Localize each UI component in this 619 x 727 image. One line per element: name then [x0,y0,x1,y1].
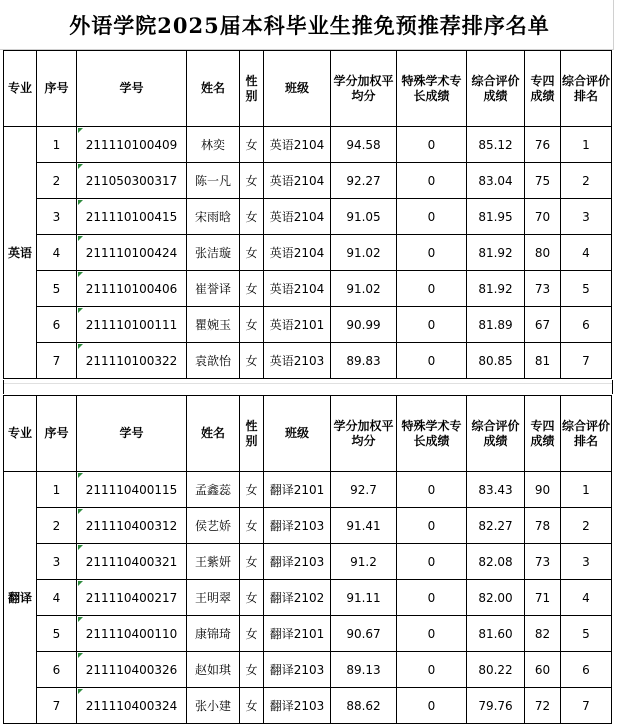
cell-name: 袁歆怡 [187,343,240,379]
cell-cet: 71 [525,580,561,616]
cell-sid: 211110100322 [77,343,187,379]
cell-composite: 81.89 [467,307,525,343]
cell-sid: 211110400312 [77,508,187,544]
cell-name: 宋雨晗 [187,199,240,235]
ranking-table-1 [3,395,612,724]
cell-name: 崔誉译 [187,271,240,307]
cell-rank: 5 [561,271,612,307]
cell-sid: 211110400324 [77,688,187,724]
cell-gpa: 90.67 [331,616,397,652]
cell-name: 王紫妍 [187,544,240,580]
cell-seq: 2 [37,163,77,199]
header-composite: 综合评价成绩 [467,51,525,127]
cell-composite: 82.00 [467,580,525,616]
cell-class: 英语2104 [264,235,331,271]
cell-name: 赵如琪 [187,652,240,688]
header-special: 特殊学术专长成绩 [397,51,467,127]
cell-gpa: 92.7 [331,472,397,508]
cell-cet: 72 [525,688,561,724]
table-row [4,544,612,580]
cell-composite: 80.22 [467,652,525,688]
cell-seq: 3 [37,544,77,580]
cell-name: 侯艺娇 [187,508,240,544]
table-row [4,508,612,544]
cell-composite: 83.43 [467,472,525,508]
cell-sid: 211110400110 [77,616,187,652]
cell-composite: 81.95 [467,199,525,235]
cell-composite: 80.85 [467,343,525,379]
cell-composite: 79.76 [467,688,525,724]
cell-gpa: 91.41 [331,508,397,544]
cell-gpa: 92.27 [331,163,397,199]
cell-name: 瞿婉玉 [187,307,240,343]
table-row [4,307,612,343]
cell-class: 翻译2101 [264,616,331,652]
cell-gender: 女 [240,508,264,544]
table-header-row [4,51,612,127]
cell-rank: 3 [561,199,612,235]
cell-gpa: 88.62 [331,688,397,724]
cell-cet: 78 [525,508,561,544]
cell-gender: 女 [240,199,264,235]
table-row [4,163,612,199]
cell-special: 0 [397,127,467,163]
cell-cet: 60 [525,652,561,688]
cell-class: 英语2101 [264,307,331,343]
table-row [4,127,612,163]
page-title: 外语学院2025届本科毕业生推免预推荐排序名单 [69,13,550,38]
cell-special: 0 [397,580,467,616]
cell-cet: 82 [525,616,561,652]
header-sid: 学号 [77,396,187,472]
cell-class: 英语2104 [264,127,331,163]
cell-class: 英语2104 [264,163,331,199]
cell-gender: 女 [240,652,264,688]
table-row [4,343,612,379]
cell-special: 0 [397,307,467,343]
header-seq: 序号 [37,51,77,127]
header-name: 姓名 [187,51,240,127]
cell-rank: 7 [561,343,612,379]
cell-cet: 75 [525,163,561,199]
cell-class: 翻译2101 [264,472,331,508]
header-cet: 专四成绩 [525,51,561,127]
cell-sid: 211110100406 [77,271,187,307]
cell-rank: 4 [561,235,612,271]
cell-seq: 4 [37,580,77,616]
table-row [4,472,612,508]
header-class: 班级 [264,51,331,127]
cell-gender: 女 [240,307,264,343]
cell-gender: 女 [240,472,264,508]
cell-sid: 211050300317 [77,163,187,199]
cell-special: 0 [397,235,467,271]
header-major: 专业 [4,396,37,472]
cell-name: 张洁璇 [187,235,240,271]
cell-cet: 80 [525,235,561,271]
cell-gender: 女 [240,580,264,616]
cell-gender: 女 [240,688,264,724]
cell-class: 翻译2103 [264,688,331,724]
cell-special: 0 [397,544,467,580]
cell-rank: 2 [561,508,612,544]
cell-gpa: 89.83 [331,343,397,379]
cell-gpa: 91.02 [331,271,397,307]
table-row [4,199,612,235]
cell-class: 翻译2103 [264,544,331,580]
header-gender: 性别 [240,51,264,127]
header-sid: 学号 [77,51,187,127]
header-rank: 综合评价排名 [561,396,612,472]
cell-gender: 女 [240,271,264,307]
header-composite: 综合评价成绩 [467,396,525,472]
cell-special: 0 [397,343,467,379]
table-row [4,580,612,616]
cell-class: 翻译2103 [264,508,331,544]
cell-composite: 82.27 [467,508,525,544]
cell-seq: 4 [37,235,77,271]
cell-cet: 81 [525,343,561,379]
cell-special: 0 [397,163,467,199]
cell-seq: 2 [37,508,77,544]
cell-gpa: 94.58 [331,127,397,163]
header-rank: 综合评价排名 [561,51,612,127]
sheet-edge-line [613,0,614,50]
cell-class: 英语2104 [264,199,331,235]
cell-cet: 76 [525,127,561,163]
cell-sid: 211110400115 [77,472,187,508]
cell-class: 翻译2103 [264,652,331,688]
cell-composite: 82.08 [467,544,525,580]
cell-gender: 女 [240,163,264,199]
section-spacer-row [3,380,613,394]
cell-seq: 3 [37,199,77,235]
cell-gpa: 91.2 [331,544,397,580]
cell-gender: 女 [240,343,264,379]
cell-seq: 5 [37,271,77,307]
cell-rank: 6 [561,307,612,343]
cell-seq: 5 [37,616,77,652]
cell-seq: 7 [37,343,77,379]
cell-sid: 211110100111 [77,307,187,343]
cell-rank: 1 [561,127,612,163]
cell-seq: 6 [37,652,77,688]
cell-composite: 81.92 [467,235,525,271]
cell-cet: 90 [525,472,561,508]
cell-gpa: 89.13 [331,652,397,688]
header-name: 姓名 [187,396,240,472]
cell-name: 孟鑫蕊 [187,472,240,508]
cell-composite: 83.04 [467,163,525,199]
cell-seq: 1 [37,472,77,508]
cell-rank: 7 [561,688,612,724]
cell-special: 0 [397,199,467,235]
header-cet: 专四成绩 [525,396,561,472]
table-row [4,271,612,307]
cell-special: 0 [397,652,467,688]
cell-gpa: 91.02 [331,235,397,271]
cell-class: 英语2103 [264,343,331,379]
header-special: 特殊学术专长成绩 [397,396,467,472]
cell-gpa: 91.11 [331,580,397,616]
major-cell: 翻译 [4,472,37,724]
header-gender: 性别 [240,396,264,472]
cell-seq: 7 [37,688,77,724]
header-class: 班级 [264,396,331,472]
cell-gender: 女 [240,616,264,652]
header-gpa: 学分加权平均分 [331,51,397,127]
cell-sid: 211110100409 [77,127,187,163]
cell-gender: 女 [240,235,264,271]
cell-gpa: 90.99 [331,307,397,343]
cell-rank: 1 [561,472,612,508]
cell-cet: 67 [525,307,561,343]
cell-name: 张小建 [187,688,240,724]
cell-composite: 81.60 [467,616,525,652]
cell-special: 0 [397,472,467,508]
table-header-row [4,396,612,472]
cell-rank: 3 [561,544,612,580]
cell-seq: 6 [37,307,77,343]
cell-rank: 2 [561,163,612,199]
cell-name: 陈一凡 [187,163,240,199]
cell-sid: 211110100424 [77,235,187,271]
cell-special: 0 [397,271,467,307]
cell-sid: 211110100415 [77,199,187,235]
cell-gender: 女 [240,544,264,580]
cell-special: 0 [397,508,467,544]
cell-rank: 4 [561,580,612,616]
cell-special: 0 [397,688,467,724]
cell-special: 0 [397,616,467,652]
cell-rank: 5 [561,616,612,652]
cell-cet: 73 [525,271,561,307]
cell-gender: 女 [240,127,264,163]
cell-class: 翻译2102 [264,580,331,616]
cell-cet: 70 [525,199,561,235]
cell-name: 王明翠 [187,580,240,616]
cell-name: 康锦琦 [187,616,240,652]
table-row [4,688,612,724]
cell-cet: 73 [525,544,561,580]
cell-composite: 85.12 [467,127,525,163]
table-row [4,652,612,688]
cell-sid: 211110400326 [77,652,187,688]
ranking-table-0 [3,50,612,379]
table-row [4,235,612,271]
cell-rank: 6 [561,652,612,688]
header-gpa: 学分加权平均分 [331,396,397,472]
major-cell: 英语 [4,127,37,379]
cell-class: 英语2104 [264,271,331,307]
cell-composite: 81.92 [467,271,525,307]
cell-sid: 211110400217 [77,580,187,616]
cell-name: 林奕 [187,127,240,163]
cell-gpa: 91.05 [331,199,397,235]
table-row [4,616,612,652]
header-major: 专业 [4,51,37,127]
cell-sid: 211110400321 [77,544,187,580]
cell-seq: 1 [37,127,77,163]
header-seq: 序号 [37,396,77,472]
